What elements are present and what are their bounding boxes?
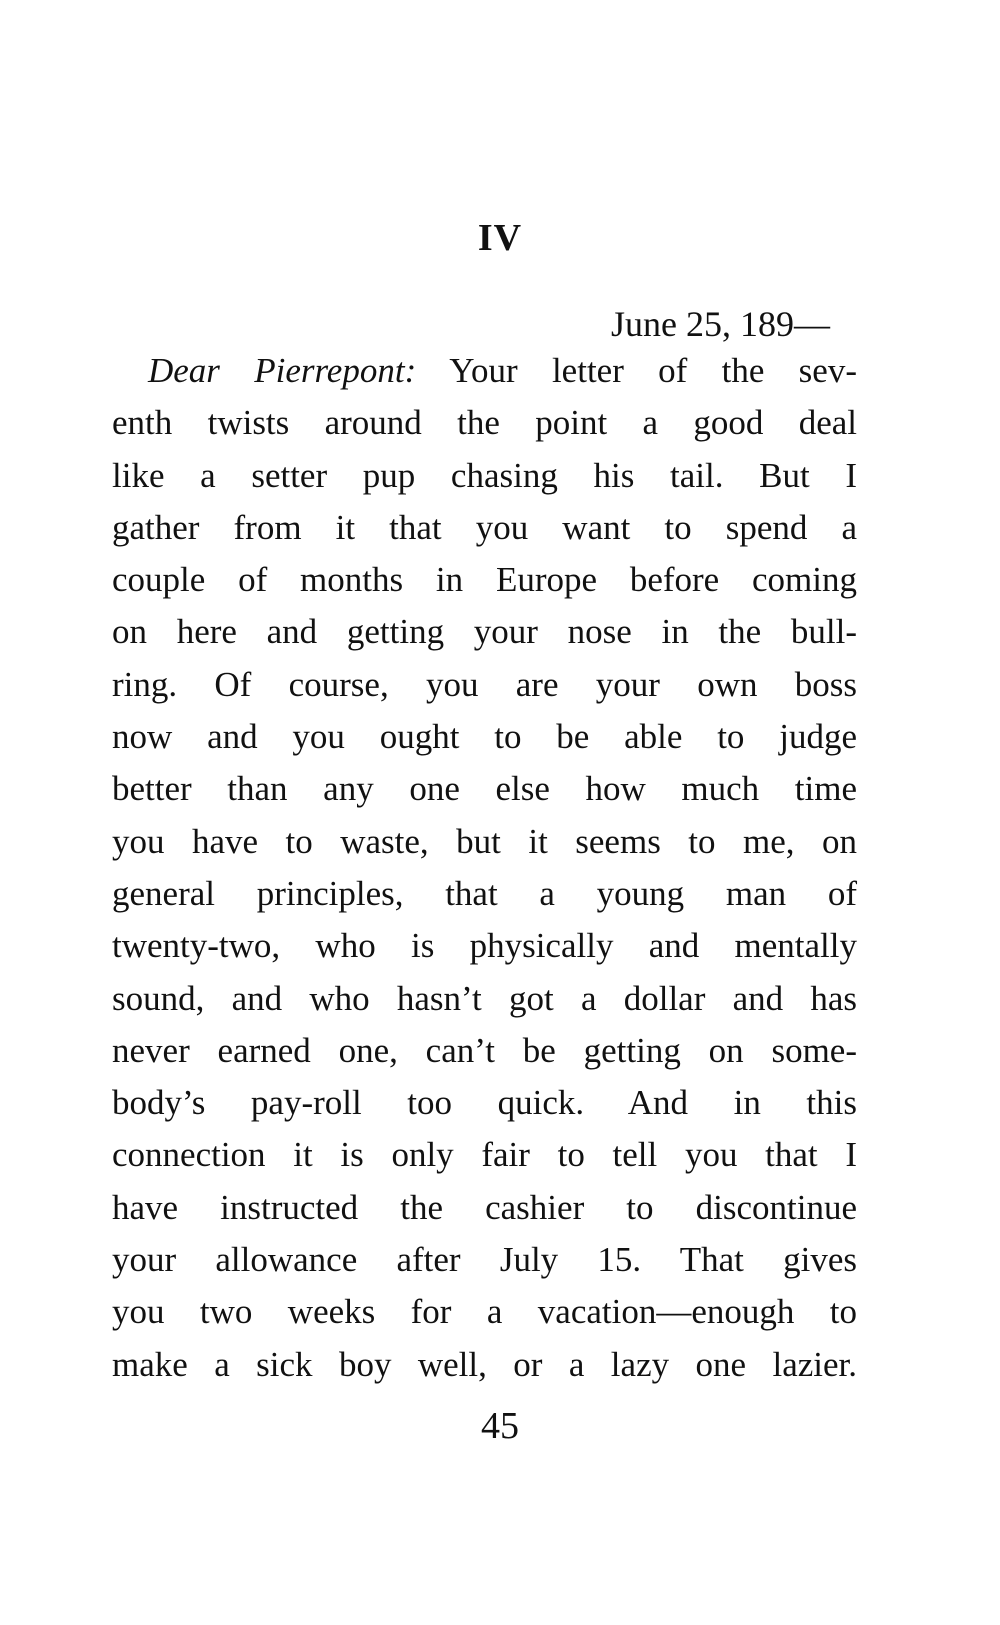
text-line: general principles, that a young man of (112, 873, 857, 913)
text-line: enth twists around the point a good deal (112, 403, 857, 443)
text-line: couple of months in Europe before coming (112, 560, 857, 600)
text-line: twenty-two, who is physically and mentally (112, 926, 857, 966)
text-line: gather from it that you want to spend a (112, 507, 857, 547)
text-line: sound, and who hasn’t got a dollar and has (112, 978, 857, 1018)
letter-date: June 25, 189— (611, 304, 830, 344)
text-line: on here and getting your nose in the bull- (112, 612, 857, 652)
salutation: Dear Pierrepont: (148, 351, 417, 390)
text-line: you two weeks for a vacation—enough to (112, 1292, 857, 1332)
text-line: never earned one, can’t be getting on some- (112, 1030, 857, 1070)
chapter-heading: IV (477, 217, 523, 259)
letter-body (112, 345, 857, 1391)
text-line: ring. Of course, you are your own boss (112, 664, 857, 704)
text-line: like a setter pup chasing his tail. But I (112, 455, 857, 495)
text-line: make a sick boy well, or a lazy one lazier. (112, 1344, 857, 1384)
text-line: now and you ought to be able to judge (112, 717, 857, 757)
text-line: you have to waste, but it seems to me, on (112, 821, 857, 861)
text-line: have instructed the cashier to discontinue (112, 1187, 857, 1227)
text-line: body’s pay-roll too quick. And in this (112, 1083, 857, 1123)
page-number: 45 (481, 1405, 519, 1447)
text-line: connection it is only fair to tell you that I (112, 1135, 857, 1175)
text-line (112, 345, 857, 397)
text-line-rest: Your letter of the sev- (416, 351, 857, 390)
text-line: better than any one else how much time (112, 769, 857, 809)
text-line: your allowance after July 15. That gives (112, 1240, 857, 1280)
